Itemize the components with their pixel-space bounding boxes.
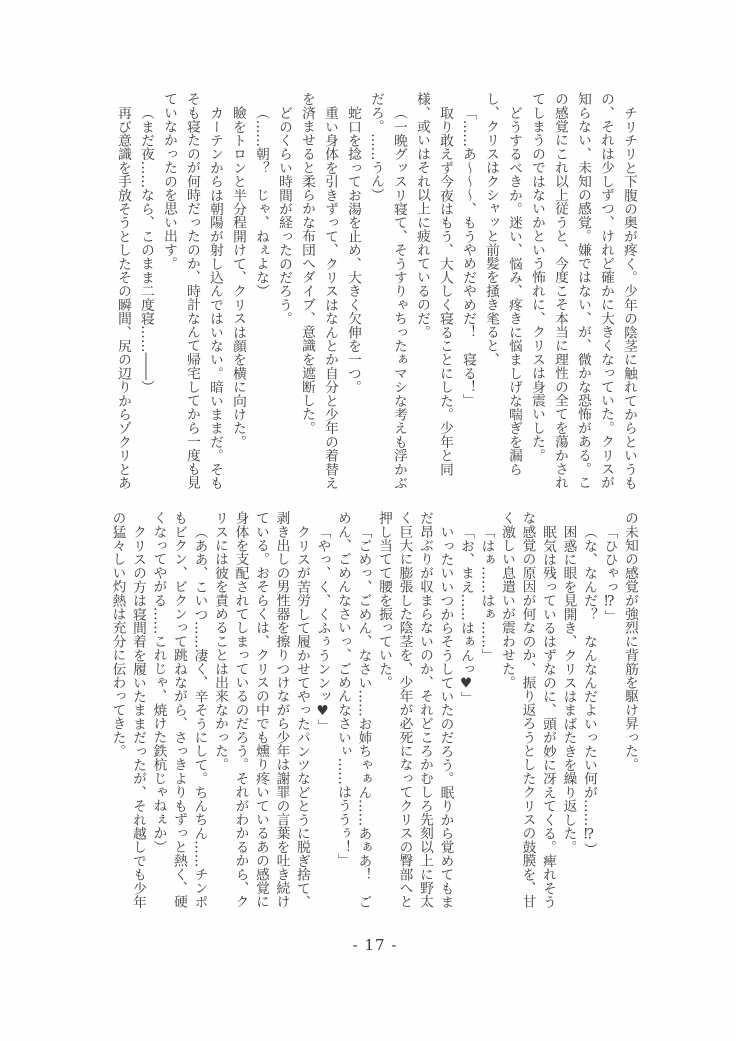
paragraph: クリスの方は寝間着を履いたままだったが、それ越しでも少年の猛々しい灼熱は充分に伝わってきた。 [109, 511, 146, 909]
paragraph: 「ごめっ、ごめん、なさい……お姉ちゃぁん……あぁあ！ ごめん、ごめんなさいっ、ごめんなさいぃ……はううぅ！」 [335, 511, 372, 909]
paragraph: いったいいつからそうしていたのだろう。眠りから覚めてもまだ昂ぶりが収まらないのか、それどころかむしろ先刻以上に野太く巨大に膨張した陰茎を、少年が必死になってクリスの臀部へと押し当てて腰を振っていた。 [376, 511, 454, 909]
paragraph: の未知の感覚が強烈に背筋を駆け昇った。 [622, 511, 638, 772]
paragraph: どうするべきか。迷い、悩み、疼きに悩ましげな喘ぎを漏らし、クリスはクシャッと前髪を掻き毟ると、 [483, 92, 522, 476]
paragraph: クリスが苦労して履かせてやったパンツなどとうに脱ぎ捨て、剥き出しの男性器を擦りつけながら少年は謝罪の言葉を吐き続けている。おそらくは、クリスの中でも燻り疼いているあの感覚に身体を支配されてしまっているのだろう。それがわかるから、クリスには彼を責めることは出来なかった。 [212, 511, 310, 909]
upper-text-block [111, 92, 640, 490]
paragraph: 眠気は残っているはずなのに、頭が妙に冴えてくる。痺れそうな感覚の原因が何なのか、振り返ろうとしたクリスの鼓膜を、甘く激しい息遣いが震わせた。 [499, 511, 556, 909]
paragraph: （まだ夜……なら、このまま二度寝……――） [138, 105, 154, 394]
paragraph: どのくらい時間が経ったのだろう。 [276, 105, 292, 325]
paragraph: （な、なんだ？ なんなんだよいったい何が……⁉） [581, 524, 597, 856]
paragraph: 蛇口を捻ってお湯を止め、大きく欠伸を一つ。 [345, 105, 361, 394]
paragraph: 困惑に眼を見開き、クリスはまばたきを繰り返した。 [560, 524, 577, 854]
paragraph: 再び意識を手放そうとしたその瞬間、尻の辺りからゾクリとあ [115, 105, 131, 490]
paragraph: 「はぁ……はぁ……」 [478, 524, 495, 662]
paragraph: 取り敢えず今夜はもう、大人しく寝ることにした。少年と同様、或いはそれ以上に疲れているのだ。 [414, 92, 453, 476]
paragraph: （……朝？ じゃ、ねぇよな） [253, 105, 269, 298]
paragraph: 「ひひゃっ⁉」 [601, 524, 618, 623]
paragraph: 瞼をトロンと半分程開けて、クリスは顔を横に向けた。 [230, 105, 246, 449]
paragraph: 「……あ〜〜〜、もうやめだやめだ！ 寝る！」 [460, 105, 476, 408]
paragraph: 「やっ、く、くふぅうンンッ♥」 [314, 524, 331, 733]
paragraph: （ああ、こいつ……凄く、辛そうにして。ちんちん……チンポもビクン、ビクンって跳ねながら、さっきよりもずっと熱く、硬くなってやがる……これじゃ、焼けた鉄杭じゃねぇか） [150, 511, 208, 909]
lower-text-block [107, 511, 640, 909]
paragraph: 重い身体を引きずって、クリスはなんとか自分と少年の着替えを済ませると柔らかな布団へダイブ、意識を遮断した。 [299, 92, 338, 490]
paragraph: 「お、まえ……はぁんっ♥」 [458, 524, 474, 706]
paragraph: チリチリと下腹の奥が疼く。少年の陰茎に触れてからというもの、それは少しずつ、けれど確かに大きくなっていた。クリスが知らない、未知の感覚。嫌ではない、が、微かな恐怖がある。この感覚にこれ以上従うと、今度こそ本当に理性の全てを蕩かされてしまうのではないかという怖れに、クリスは身震いした。 [529, 92, 637, 490]
page-number: - 17 - [352, 936, 398, 954]
paragraph: カーテンからは朝陽が射し込んではいない。暗いままだ。そもそも寝たのが何時だったのか、時計なんて帰宅してから一度も見ていなかったのを思い出す。 [161, 92, 223, 490]
paragraph: （一晩グッスリ寝て、そうすりゃちったぁマシな考えも浮かぶだろ。……うん） [368, 92, 407, 490]
